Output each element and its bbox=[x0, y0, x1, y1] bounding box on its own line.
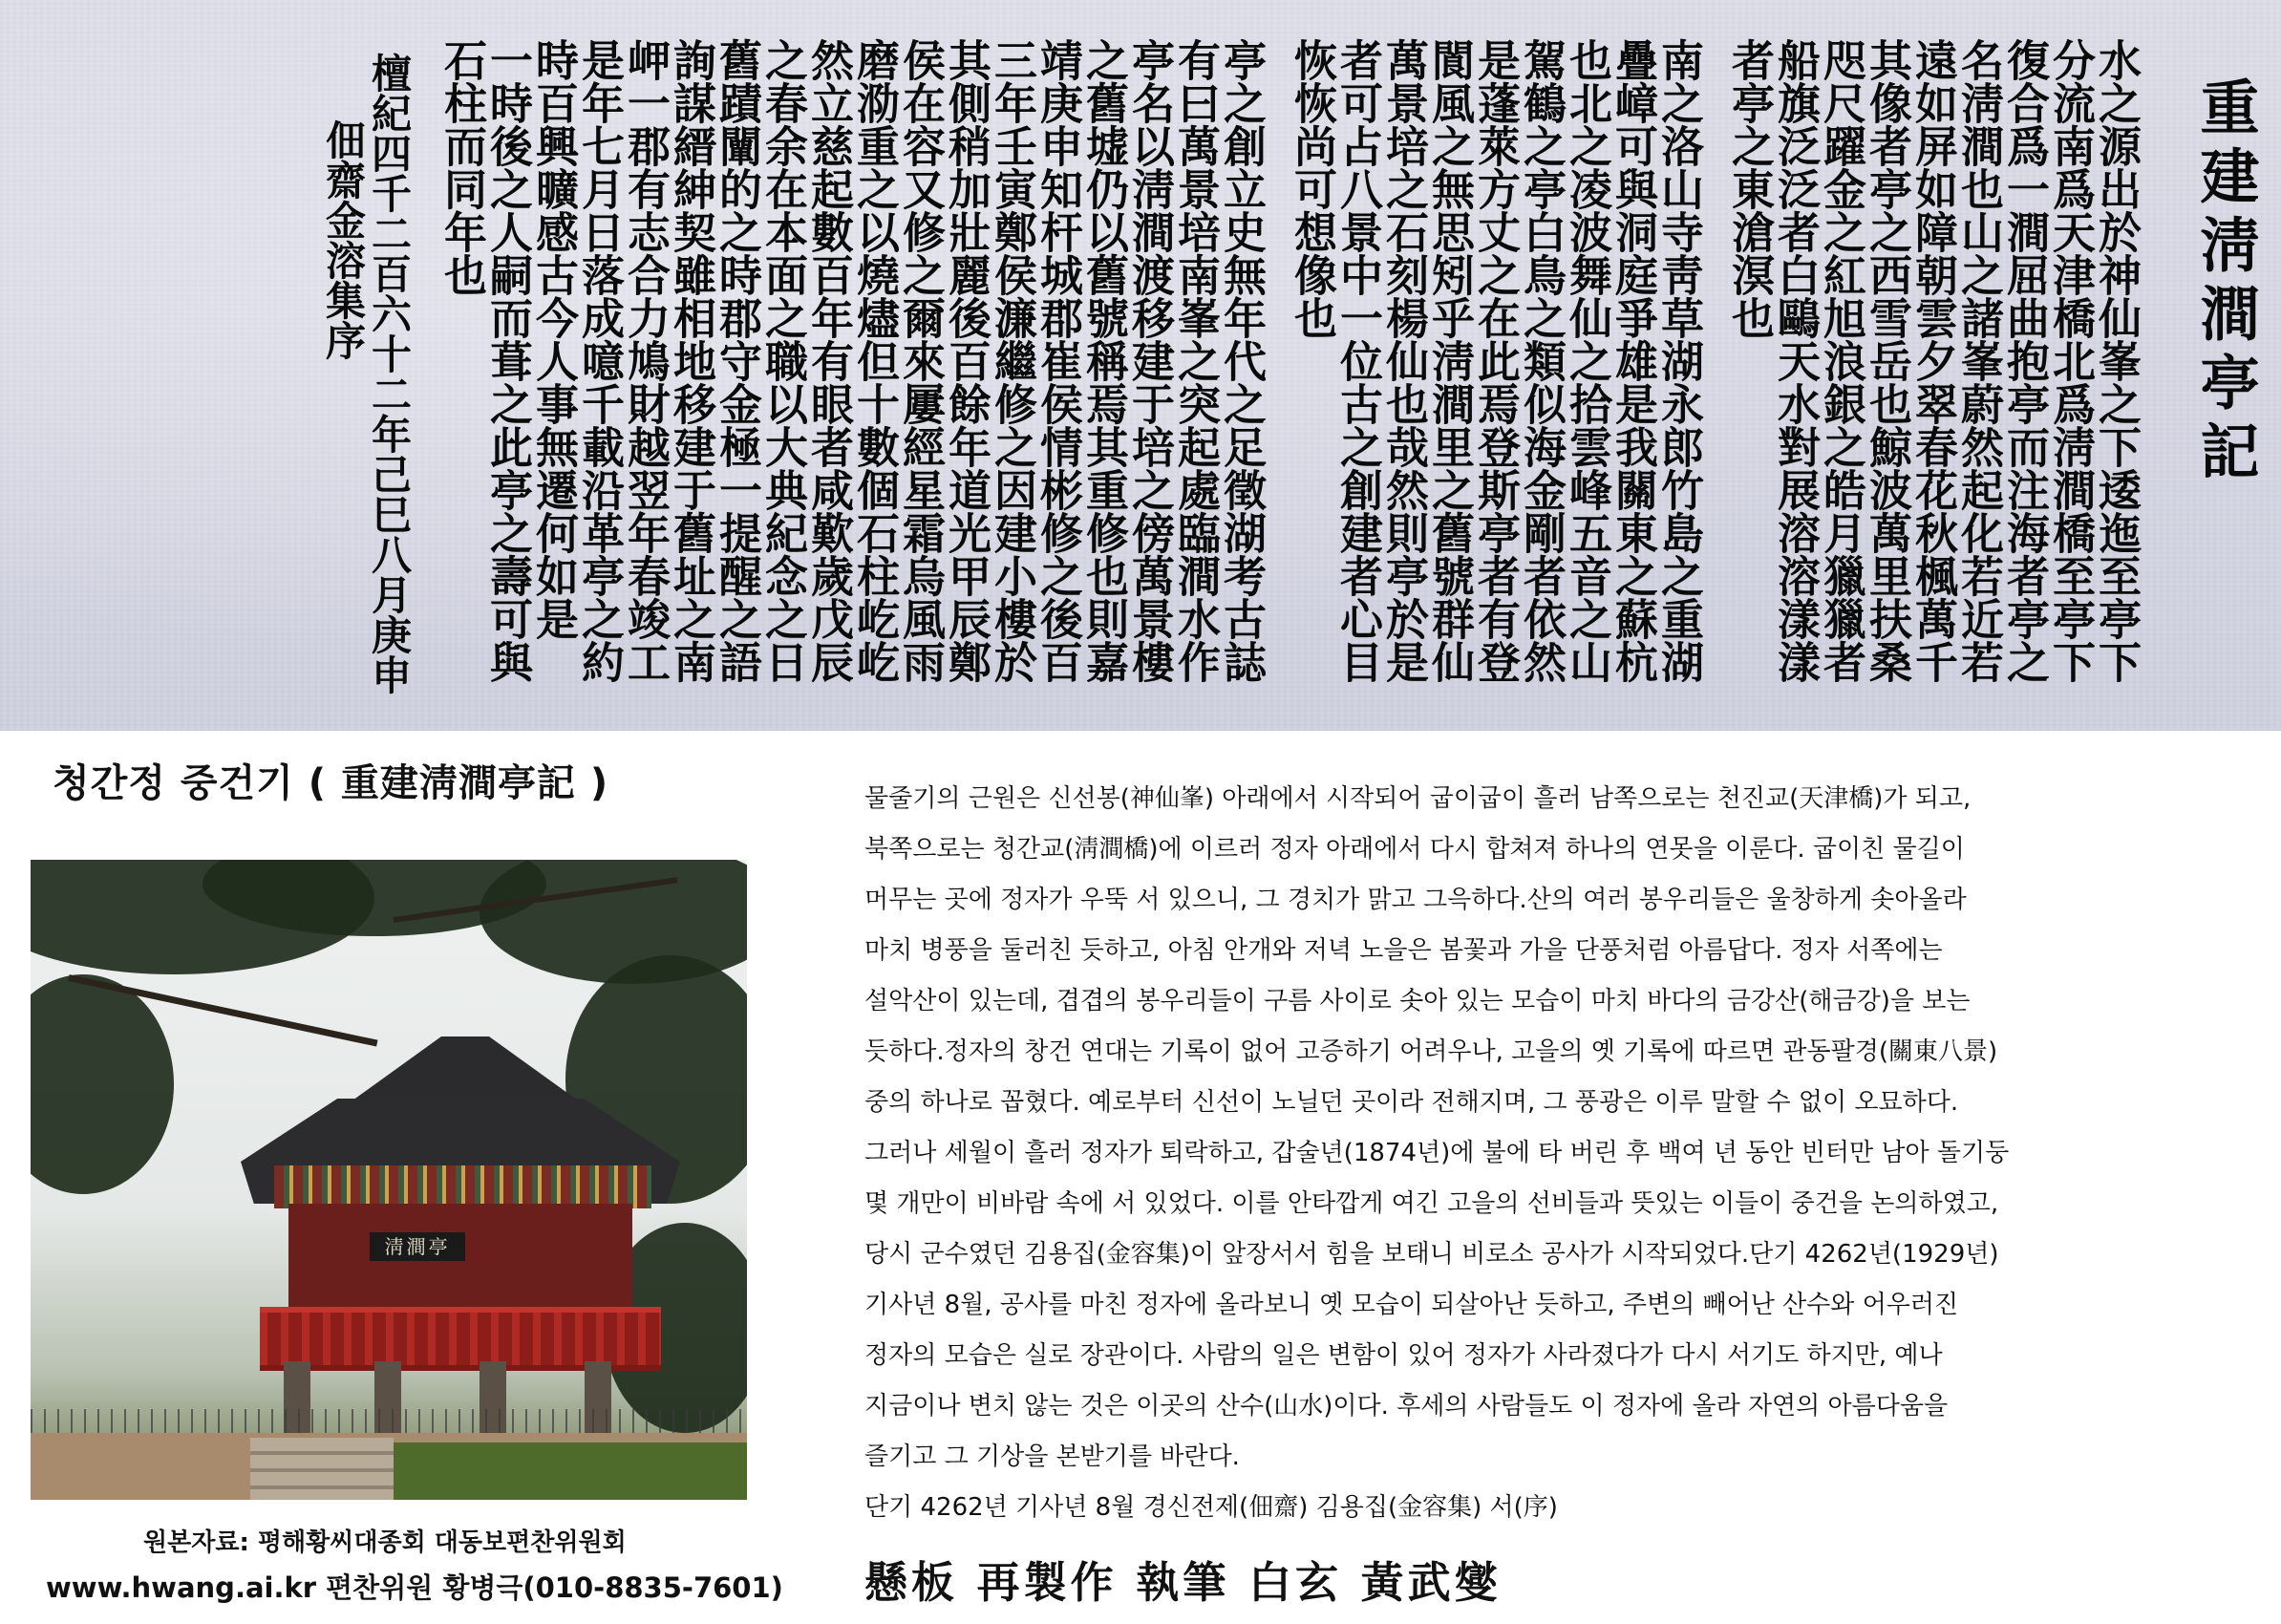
stone-steps bbox=[250, 1438, 394, 1500]
calligraphy-column: 舊蹟闡的之時郡守金極一提醒之語 bbox=[712, 38, 762, 683]
calligraphy-column: 有曰萬景培南峯之突起處臨澗水作 bbox=[1170, 38, 1221, 683]
translation-line: 기사년 8월, 공사를 마친 정자에 올라보니 옛 모습이 되살아난 듯하고, 주변의 빼어난 산수와 어우러진 bbox=[864, 1291, 1959, 1319]
calligraphy-panel bbox=[0, 0, 2281, 731]
calligraphy-column: 疊嶂可與洞庭爭雄是我關東之蘇杭 bbox=[1608, 38, 1658, 683]
calligraphy-column: 石柱而同年也 bbox=[437, 38, 487, 296]
calligraphy-column: 也北之凌波舞仙之拾雲峰五音之山 bbox=[1562, 38, 1612, 683]
translation-line: 듯하다.정자의 창건 연대는 기록이 없어 고증하기 어려우나, 고을의 옛 기록에 따르면 관동팔경(關東八景) bbox=[864, 1037, 1998, 1066]
calligraphy-column: 者可占八景中一位古之創建者心目 bbox=[1332, 38, 1383, 683]
calligraphy-column: 駕鶴之亭白鳥之類似海金剛者依然 bbox=[1516, 38, 1567, 683]
calligraphy-column: 者亭之東滄溟也 bbox=[1724, 38, 1775, 339]
translation-line: 즐기고 그 기상을 본받기를 바란다. bbox=[864, 1442, 1240, 1471]
calligraphy-column: 是年七月日落成噫千載沿革亭之約 bbox=[574, 38, 625, 683]
calligraphy-column: 侯在容又修之爾來屢經星霜烏風雨 bbox=[895, 38, 946, 683]
calligraphy-column: 亭名以淸澗渡移建于培之傍萬景樓 bbox=[1124, 38, 1175, 683]
calligraphy-column: 時百興曠感古今人事無遷何如是 bbox=[528, 38, 579, 640]
calligraphy-column: 岬一郡有志合力鳩財越翌年春竣工 bbox=[620, 38, 671, 683]
translation-line: 북쪽으로는 청간교(淸澗橋)에 이르러 정자 아래에서 다시 합쳐져 하나의 연못을 이룬다. 굽이친 물길이 bbox=[864, 835, 1965, 864]
calligraphy-column: 船旗泛泛者白鷗天水對展溶溶漾漾 bbox=[1770, 38, 1821, 683]
calligraphy-column: 水之源出於神仙峯之下逶迤至亭下 bbox=[2091, 38, 2142, 683]
translation-line: 머무는 곳에 정자가 우뚝 서 있으니, 그 경치가 맑고 그윽하다.산의 여러 봉우리들은 울창하게 솟아올라 bbox=[864, 886, 1967, 914]
calligraphy-column: 三年壬寅鄭侯濂繼修之因建小樓於 bbox=[987, 38, 1037, 683]
pavilion-eaves bbox=[274, 1165, 651, 1208]
pavilion-photo bbox=[31, 860, 747, 1500]
credit-line: 懸板 再製作 執筆 白玄 黃武燮 bbox=[864, 1557, 1502, 1608]
translation-line: 설악산이 있는데, 겹겹의 봉우리들이 구름 사이로 솟아 있는 모습이 마치 바다의 금강산(해금강)을 보는 bbox=[864, 987, 1971, 1015]
calligraphy-column: 一時後之人嗣而葺之此亭之壽可與 bbox=[482, 38, 533, 683]
calligraphy-column: 其像者亭之西雪岳也鯨波萬里扶桑 bbox=[1862, 38, 1912, 683]
calligraphy-column: 名淸澗也山之諸峯蔚然起化若近若 bbox=[1953, 38, 2004, 683]
contact-caption: www.hwang.ai.kr 편찬위원 황병극(010-8835-7601) bbox=[46, 1571, 783, 1604]
calligraphy-column: 萬景培之石刻楊仙也哉然則亭於是 bbox=[1378, 38, 1429, 683]
page-title: 청간정 중건기 ( 重建淸澗亭記 ) bbox=[53, 761, 609, 805]
calligraphy-column: 之春余在本面之職以大典紀念之日 bbox=[757, 38, 808, 683]
calligraphy-column: 南之洛山寺靑草湖永郎竹島之重湖 bbox=[1653, 38, 1704, 683]
calligraphy-column: 遠如屏如障朝雲夕翠春花秋楓萬千 bbox=[1908, 38, 1958, 683]
translation-line: 단기 4262년 기사년 8월 경신전제(佃齋) 김용집(金容集) 서(序) bbox=[864, 1493, 1558, 1522]
calligraphy-column: 閬風之無思矧乎淸澗里之舊號群仙 bbox=[1424, 38, 1475, 683]
calligraphy-signature: 檀紀四千二百六十二年己巳八月庚申 bbox=[366, 53, 413, 694]
translation-line: 정자의 모습은 실로 장관이다. 사람의 일은 변함이 있어 정자가 사라졌다가 다시 서기도 하지만, 예나 bbox=[864, 1341, 1943, 1370]
calligraphy-column: 分流南爲天津橋北爲淸澗橋至亭下 bbox=[2045, 38, 2096, 683]
calligraphy-column: 磨泐重之以燒燼但十數個石柱屹屹 bbox=[849, 38, 900, 683]
calligraphy-column: 詢謀縉紳契雖相地移建于舊址之南 bbox=[666, 38, 716, 683]
calligraphy-columns bbox=[0, 0, 2281, 731]
calligraphy-column: 其側稍加壯麗後百餘年道光甲辰鄭 bbox=[941, 38, 991, 683]
pine-foliage bbox=[31, 974, 174, 1194]
calligraphy-column: 恢恢尚可想像也 bbox=[1287, 38, 1337, 339]
calligraphy-column: 復合爲一澗屈曲抱亭而注海者亭之 bbox=[1999, 38, 2050, 683]
pavilion-signboard: 淸澗亭 bbox=[370, 1232, 465, 1261]
calligraphy-column: 咫尺躍金之紅旭浪銀之皓月獵獵者 bbox=[1816, 38, 1866, 683]
translation-line: 당시 군수였던 김용집(金容集)이 앞장서서 힘을 보태니 비로소 공사가 시작되었다.단기 4262년(1929년) bbox=[864, 1240, 1999, 1269]
source-caption: 원본자료: 평해황씨대종회 대동보편찬위원회 bbox=[143, 1528, 627, 1557]
calligraphy-column: 亭之創立史無年代之足徵湖考古誌 bbox=[1216, 38, 1267, 683]
translation-line: 그러나 세월이 흘러 정자가 퇴락하고, 갑술년(1874년)에 불에 타 버린 후 백여 년 동안 빈터만 남아 돌기둥 bbox=[864, 1139, 2010, 1167]
korean-translation bbox=[864, 774, 2259, 1533]
translation-line: 중의 하나로 꼽혔다. 예로부터 신선이 노닐던 곳이라 전해지며, 그 풍광은 이루 말할 수 없이 오묘하다. bbox=[864, 1088, 1959, 1117]
calligraphy-column: 之舊墟仍以舊號稱焉其重修也則嘉 bbox=[1078, 38, 1129, 683]
calligraphy-signature: 佃齋金溶集序 bbox=[320, 119, 367, 360]
calligraphy-title: 重建淸澗亭記 bbox=[2190, 76, 2260, 489]
translation-line: 물줄기의 근원은 신선봉(神仙峯) 아래에서 시작되어 굽이굽이 흘러 남쪽으로는 천진교(天津橋)가 되고, bbox=[864, 784, 1972, 813]
translation-line: 지금이나 변치 않는 것은 이곳의 산수(山水)이다. 후세의 사람들도 이 정자에 올라 자연의 아름다움을 bbox=[864, 1392, 1949, 1421]
translation-line: 마치 병풍을 둘러친 듯하고, 아침 안개와 저녁 노을은 봄꽃과 가을 단풍처럼 아름답다. 정자 서쪽에는 bbox=[864, 936, 1943, 965]
calligraphy-column: 是蓬萊方丈之在此焉登斯亭者有登 bbox=[1470, 38, 1521, 683]
calligraphy-column: 靖庚申知杆城郡崔侯情彬修之後百 bbox=[1033, 38, 1083, 683]
calligraphy-column: 然立慈起數百年有眼者咸歎歲戊辰 bbox=[803, 38, 854, 683]
translation-line: 몇 개만이 비바람 속에 서 있었다. 이를 안타깝게 여긴 고을의 선비들과 뜻있는 이들이 중건을 논의하였고, bbox=[864, 1189, 1999, 1218]
grass bbox=[365, 1442, 747, 1500]
